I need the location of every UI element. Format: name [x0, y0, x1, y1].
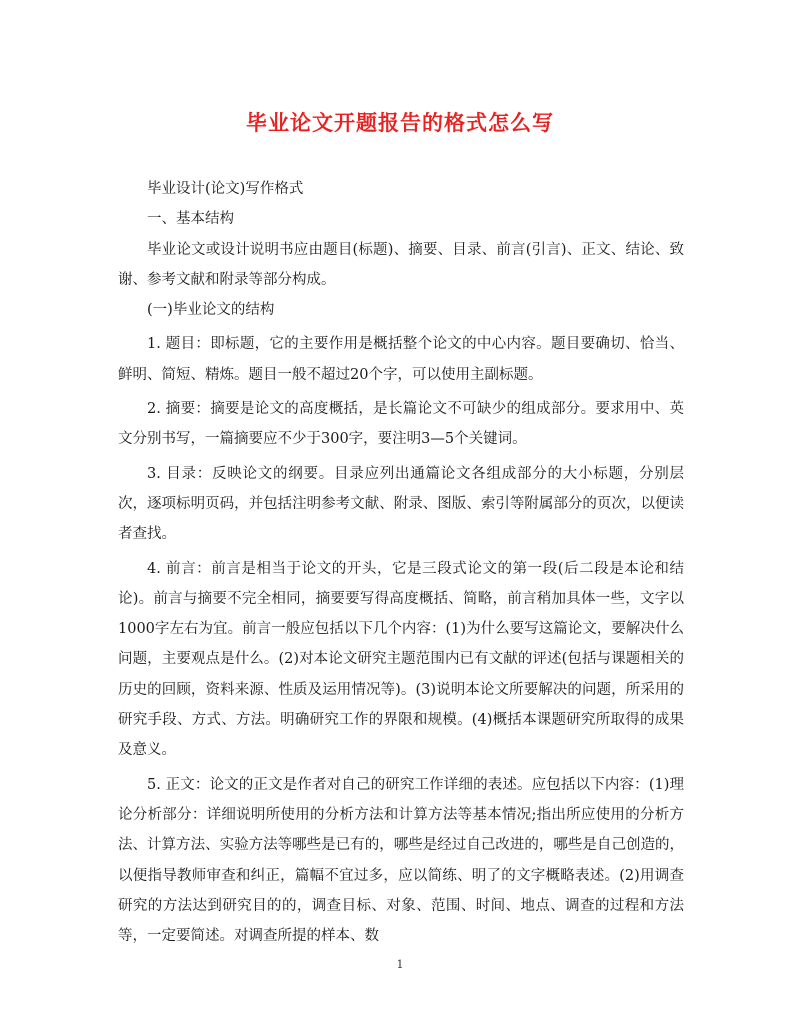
paragraph-item-title: 1. 题目：即标题，它的主要作用是概括整个论文的中心内容。题目要确切、恰当、鲜明、简短、精炼。题目一般不超过20个字，可以使用主副标题。	[118, 336, 684, 383]
document-title: 毕业论文开题报告的格式怎么写	[246, 110, 554, 135]
paragraph-section-heading: 一、基本结构	[147, 211, 234, 228]
paragraph-item-contents: 3. 目录：反映论文的纲要。目录应列出通篇论文各组成部分的大小标题，分别层次，逐项标明页码，并包括注明参考文献、附录、图版、索引等附属部分的页次，以便读者查找。	[118, 465, 684, 543]
paragraph-item-preface: 4. 前言：前言是相当于论文的开头，它是三段式论文的第一段(后二段是本论和结论)。前言与摘要不完全相同，摘要要写得高度概括、简略，前言稍加具体一些，文字以1000字左右为宜。前言一般应包括以下几个内容：(1)为什么要写这篇论文，要解决什么问题，主要观点是什么。(2)对本论文研究主题范围内已有文献的评述(包括与课题相关的历史的回顾，资料来源、性质及运用情况等)。(3)说明本论文所要解决的问题，所采用的研究手段、方式、方法。明确研究工作的界限和规模。(4)概括本课题研究所取得的成果及意义。	[118, 560, 684, 759]
paragraph-subtitle: 毕业设计(论文)写作格式	[147, 181, 304, 197]
paragraph-subsection-heading: (一)毕业论文的结构	[147, 302, 275, 319]
paragraph-item-main-text: 5. 正文：论文的正文是作者对自己的研究工作详细的表述。应包括以下内容：(1)理论分析部分：详细说明所使用的分析方法和计算方法等基本情况;指出所应使用的分析方法、计算方法、实验方法等哪些是已有的，哪些是经过自己改进的，哪些是自己创造的，以便指导教师审查和纠正，篇幅不宜过多，应以简练、明了的文字概略表述。(2)用调查研究的方法达到研究目的的，调查目标、对象、范围、时间、地点、调查的过程和方法等，一定要简述。对调查所提的样本、数	[118, 776, 684, 945]
page-number: 1	[396, 958, 404, 971]
document-body	[118, 174, 684, 951]
paragraph-item-abstract: 2. 摘要：摘要是论文的高度概括，是长篇论文不可缺少的组成部分。要求用中、英文分别书写，一篇摘要应不少于300字，要注明3—5个关键词。	[118, 401, 684, 448]
paragraph-intro: 毕业论文或设计说明书应由题目(标题)、摘要、目录、前言(引言)、正文、结论、致谢、参考文献和附录等部分构成。	[118, 241, 684, 288]
